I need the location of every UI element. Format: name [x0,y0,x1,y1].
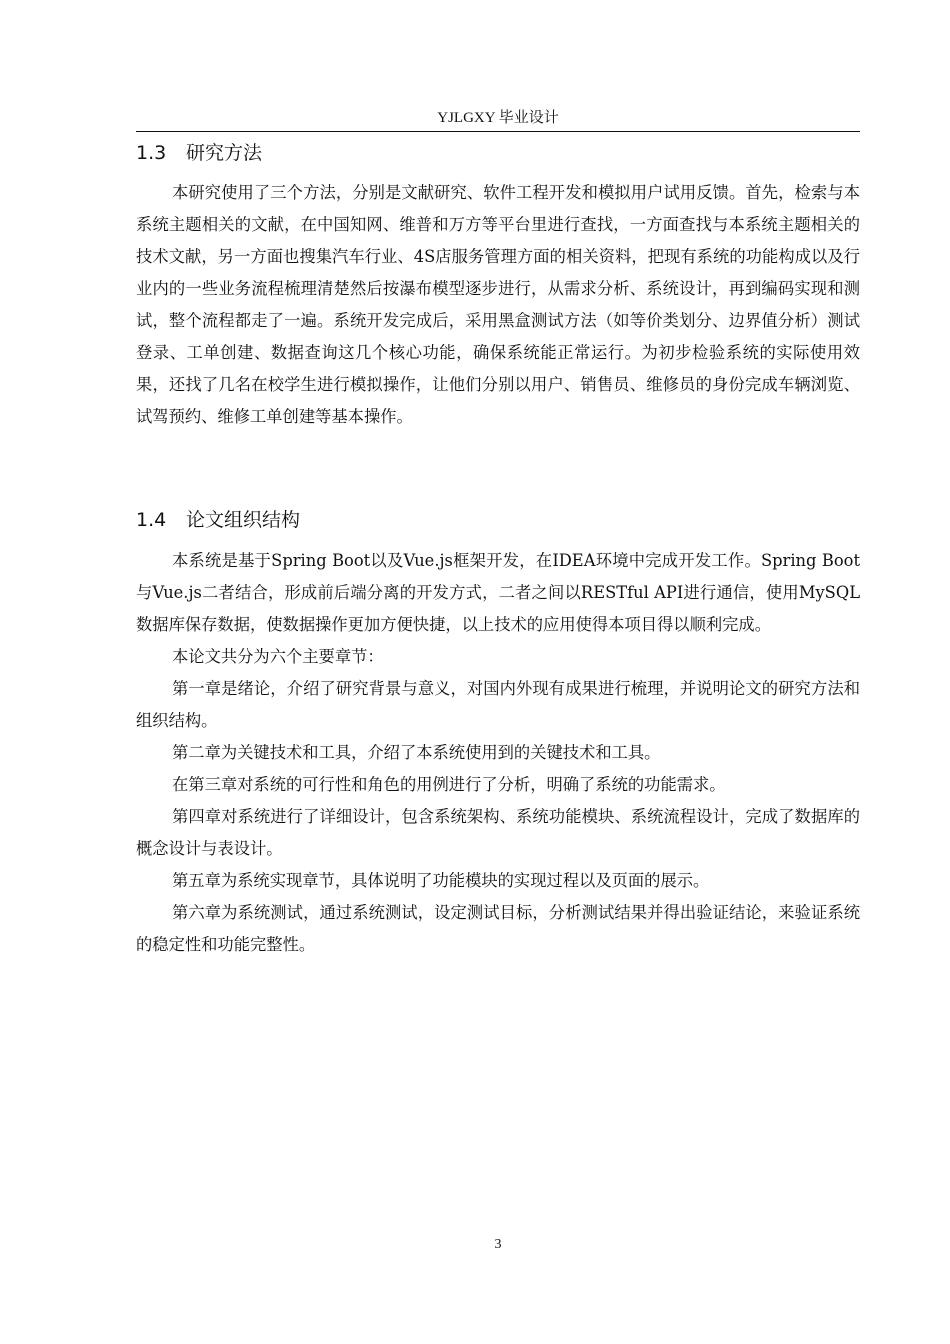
paragraph: 第五章为系统实现章节，具体说明了功能模块的实现过程以及页面的展示。 [172,871,710,890]
paragraph: 在第三章对系统的可行性和角色的用例进行了分析，明确了系统的功能需求。 [172,775,726,794]
paragraph: 本系统是基于Spring Boot以及Vue.js框架开发，在IDEA环境中完成开发工作。Spring Boot与Vue.js二者结合，形成前后端分离的开发方式，二者之间以RESTful API进行通信，使用MySQL数据库保存数据，使数据操作更加方便快捷，以上技术的应用使得本项目得以顺利完成。 [136,551,860,634]
section-title: 研究方法 [186,142,263,164]
section-number: 1.3 [136,142,167,164]
paragraph: 本论文共分为六个主要章节： [172,647,384,666]
page-number: 3 [494,1237,502,1252]
section-number: 1.4 [136,509,167,531]
section-body-1-3 [136,177,860,433]
paragraph: 第四章对系统进行了详细设计，包含系统架构、系统功能模块、系统流程设计，完成了数据库的概念设计与表设计。 [136,807,860,858]
section-body-1-4 [136,545,860,961]
section-heading-1-4 [136,507,860,533]
running-header: YJLGXY 毕业设计 [437,110,559,126]
section-title: 论文组织结构 [186,509,301,531]
paragraph: 第二章为关键技术和工具，介绍了本系统使用到的关键技术和工具。 [172,743,661,762]
header-rule [136,131,860,132]
paragraph: 第一章是绪论，介绍了研究背景与意义，对国内外现有成果进行梳理，并说明论文的研究方法和组织结构。 [136,679,860,730]
paragraph: 本研究使用了三个方法，分别是文献研究、软件工程开发和模拟用户试用反馈。首先，检索与本系统主题相关的文献，在中国知网、维普和万方等平台里进行查找，一方面查找与本系统主题相关的技术文献，另一方面也搜集汽车行业、4S店服务管理方面的相关资料，把现有系统的功能构成以及行业内的一些业务流程梳理清楚然后按瀑布模型逐步进行，从需求分析、系统设计，再到编码实现和测试，整个流程都走了一遍。系统开发完成后，采用黑盒测试方法（如等价类划分、边界值分析）测试登录、工单创建、数据查询这几个核心功能，确保系统能正常运行。为初步检验系统的实际使用效果，还找了几名在校学生进行模拟操作，让他们分别以用户、销售员、维修员的身份完成车辆浏览、试驾预约、维修工单创建等基本操作。 [136,183,860,426]
paragraph: 第六章为系统测试，通过系统测试，设定测试目标，分析测试结果并得出验证结论，来验证系统的稳定性和功能完整性。 [136,903,860,954]
section-heading-1-3 [136,140,860,166]
